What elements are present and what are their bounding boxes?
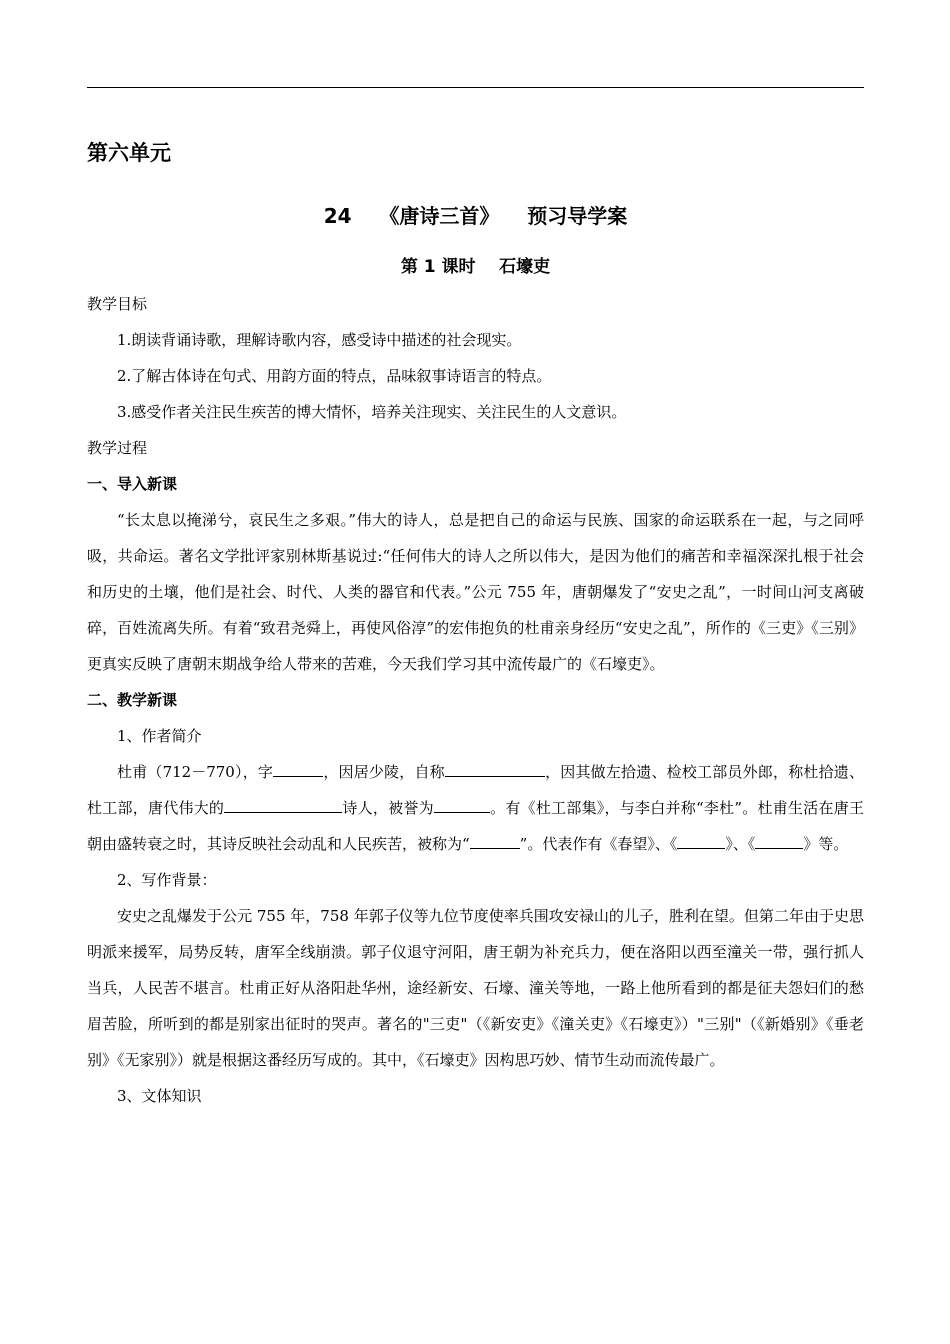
goal-item: 2.了解古体诗在句式、用韵方面的特点，品味叙事诗语言的特点。 [117, 367, 552, 385]
lesson-subtitle [87, 252, 864, 277]
fill-blank[interactable] [755, 832, 803, 849]
goal-item: 1.朗读背诵诗歌，理解诗歌内容，感受诗中描述的社会现实。 [117, 331, 522, 349]
lesson-number: 第 1 课时 [400, 257, 476, 277]
document-body [87, 286, 864, 1114]
fill-blank[interactable] [677, 832, 725, 849]
title-suffix: 预习导学案 [527, 204, 628, 228]
fill-blank[interactable] [445, 760, 545, 777]
fill-blank[interactable] [470, 832, 520, 849]
intro-paragraph: “长太息以掩涕兮，哀民生之多艰。”伟大的诗人，总是把自己的命运与民族、国家的命运联系在一起，与之同呼吸，共命运。著名文学批评家别林斯基说过:“任何伟大的诗人之所以伟大，是因为他们的痛苦和幸福深深扎根于社会和历史的土壤，他们是社会、时代、人类的器官和代表。”公元 755 年，唐朝爆发了“安史之乱”，一时间山河支离破碎，百姓流离失所。有着“致君尧舜上，再使风俗淳”的宏伟抱负的杜甫亲身经历“安史之乱”，所作的《三吏》《三别》更真实反映了唐朝末期战争给人带来的苦难，今天我们学习其中流传最广的《石壕吏》。 [87, 511, 864, 673]
title-name: 《唐诗三首》 [379, 204, 500, 228]
subheading-background: 2、写作背景： [117, 871, 217, 889]
fill-blank[interactable] [273, 760, 323, 777]
background-paragraph: 安史之乱爆发于公元 755 年，758 年郭子仪等九位节度使率兵围攻安禄山的儿子，胜利在望。但第二年由于史思明派来援军，局势反转，唐军全线崩溃。郭子仪退守河阳，唐王朝为补充兵力，便在洛阳以西至潼关一带，强行抓人当兵，人民苦不堪言。杜甫正好从洛阳赴华州，途经新安、石壕、潼关等地，一路上他所看到的都是征夫怨妇们的愁眉苦脸，所听到的都是别家出征时的哭声。著名的"三吏"（《新安吏》《潼关吏》《石壕吏》）"三别"（《新婚别》《垂老别》《无家别》）就是根据这番经历写成的。其中，《石壕吏》因构思巧妙、情节生动而流传最广。 [87, 907, 864, 1069]
subheading-genre: 3、文体知识 [117, 1087, 202, 1105]
unit-label: 第六单元 [87, 141, 171, 165]
title-number: 24 [323, 204, 352, 228]
header-rule [87, 87, 864, 88]
goals-heading: 教学目标 [87, 295, 148, 313]
subheading-author: 1、作者简介 [117, 727, 202, 745]
author-paragraph: 杜甫（712－770），字 ，因居少陵，自称 ，因其做左拾遗、检校工部员外郎，称杜拾遗、杜工部，唐代伟大的 诗人，被誉为 。有《杜工部集》，与李白并称“李杜”。杜甫生活在唐王朝由盛转衰之时，其诗反映社会动乱和人民疾苦，被称为“ ”。代表作有《春望》、《 》、《 》等。 [87, 754, 864, 862]
lesson-topic: 石壕吏 [499, 257, 551, 277]
fill-blank[interactable] [224, 796, 342, 813]
goal-item: 3.感受作者关注民生疾苦的博大情怀，培养关注现实、关注民生的人文意识。 [117, 403, 627, 421]
section-heading-new-lesson: 二、教学新课 [87, 691, 178, 709]
page-title [87, 200, 864, 229]
fill-blank[interactable] [434, 796, 490, 813]
section-heading-intro: 一、导入新课 [87, 475, 178, 493]
process-heading: 教学过程 [87, 439, 148, 457]
